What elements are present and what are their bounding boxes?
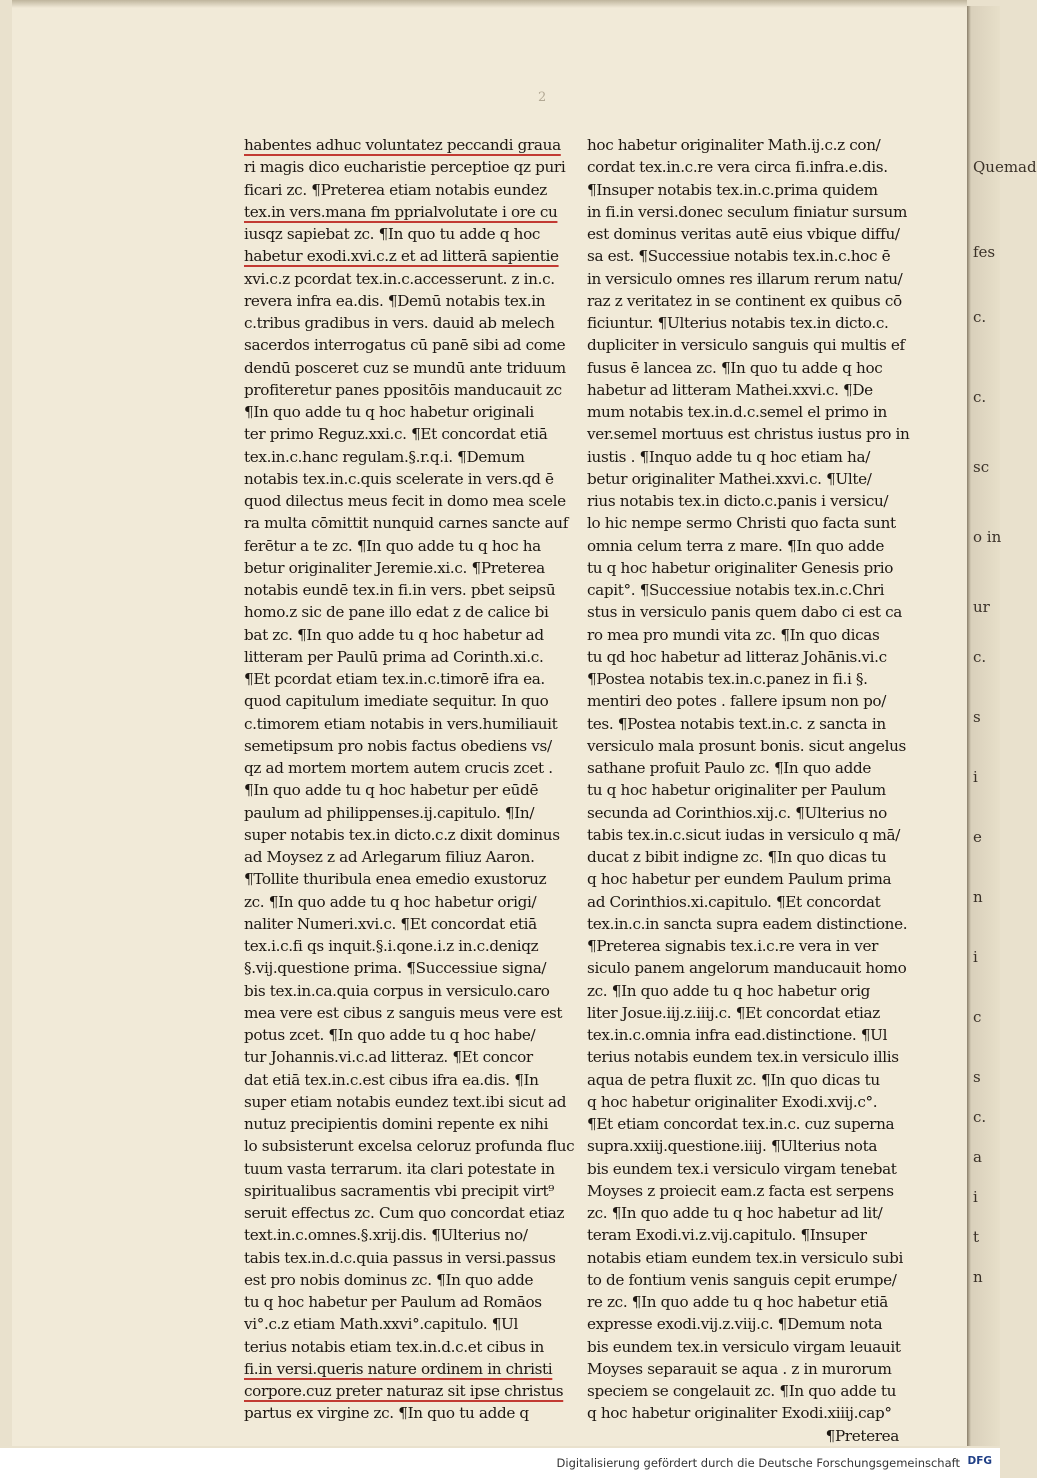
text-line: bis tex.in.ca.quia corpus in versiculo.caro <box>244 981 550 1000</box>
text-line: litteram per Paulū prima ad Corinth.xi.c. <box>244 647 544 666</box>
next-page-fragment: i <box>973 1188 978 1206</box>
text-line: mentiri deo potes . fallere ipsum non po/ <box>587 692 886 711</box>
text-line: habetur exodi.xvi.c.z et ad litterā sapientie <box>244 247 559 266</box>
next-page-fragment: s <box>973 708 981 726</box>
text-line: dendū posceret cuz se mundū ante triduum <box>244 358 566 377</box>
text-line: ¶Et etiam concordat tex.in.c. cuz superna <box>587 1115 895 1133</box>
text-line: notabis tex.in.c.quis scelerate in vers.qd ē <box>244 469 554 488</box>
next-page-fragment: t <box>973 1228 980 1246</box>
next-page-fragment: fes <box>973 243 996 261</box>
text-line: profiteretur panes ppositōis manducauit zc <box>244 380 562 399</box>
text-line: ad Moysez z ad Arlegarum filiuz Aaron. <box>244 848 535 866</box>
text-line: ficiuntur. ¶Ulterius notabis tex.in dicto.c. <box>587 314 889 332</box>
text-line: super notabis tex.in dicto.c.z dixit dominus <box>244 825 560 844</box>
text-line: in versiculo omnes res illarum rerum natu/ <box>587 269 903 288</box>
text-line: ferētur a te zc. ¶In quo adde tu q hoc ha <box>244 536 541 555</box>
text-line: tu qd hoc habetur ad litteraz Johānis.vi.c <box>587 647 887 666</box>
text-line: cordat tex.in.c.re vera circa fi.infra.e.dis. <box>587 158 888 177</box>
text-line: vi°.c.z etiam Math.xxvi°.capitulo. ¶Ul <box>244 1315 518 1334</box>
text-line: raz z veritatez in se continent ex quibus cō <box>587 291 902 310</box>
next-page-fragment: o in <box>973 528 1002 546</box>
text-line: omnia celum terra z mare. ¶In quo adde <box>587 536 885 555</box>
next-page-fragment: c. <box>973 1108 987 1126</box>
text-line: versiculo mala prosunt bonis. sicut angelus <box>587 736 906 755</box>
text-line: ¶Tollite thuribula enea emedio exustoruz <box>244 870 547 889</box>
text-line: est pro nobis dominus zc. ¶In quo adde <box>244 1270 534 1289</box>
text-line: Moyses separauit se aqua . z in murorum <box>587 1359 892 1378</box>
text-line: ro mea pro mundi vita zc. ¶In quo dicas <box>587 625 880 644</box>
next-page-fragment: n <box>973 1268 983 1286</box>
text-line: tex.in.c.omnia infra ead.distinctione. ¶Ul <box>587 1026 888 1044</box>
text-line: zc. ¶In quo adde tu q hoc habetur orig <box>587 981 870 1000</box>
text-line: ¶Et pcordat etiam tex.in.c.timorē ifra ea. <box>244 670 545 688</box>
text-line: stus in versiculo panis quem dabo ci est ca <box>587 603 903 622</box>
text-line: ¶In quo adde tu q hoc habetur per eūdē <box>244 781 539 800</box>
text-line: siculo panem angelorum manducauit homo <box>587 959 907 978</box>
right-text-column <box>587 134 909 1447</box>
next-page-fragment: c. <box>973 308 987 326</box>
text-line: terius notabis eundem tex.in versiculo illis <box>587 1048 899 1067</box>
next-page-fragment: i <box>973 948 978 966</box>
text-line: Moyses z proiecit eam.z facta est serpens <box>587 1181 894 1200</box>
text-line: habetur ad litteram Mathei.xxvi.c. ¶De <box>587 380 873 399</box>
funding-credit: Digitalisierung gefördert durch die Deutsche Forschungsgemeinschaft <box>556 1456 960 1470</box>
text-line: dat etiā tex.in.c.est cibus ifra ea.dis. ¶In <box>244 1070 539 1089</box>
text-line: est dominus veritas autē eius vbique diffu/ <box>587 225 900 243</box>
text-line: homo.z sic de pane illo edat z de calice bi <box>244 603 549 622</box>
text-line: supra.xxiij.questione.iiij. ¶Ulterius nota <box>587 1137 878 1156</box>
text-line: zc. ¶In quo adde tu q hoc habetur ad lit/ <box>587 1204 883 1222</box>
next-page-fragment: ur <box>973 598 990 616</box>
next-page-edge <box>967 6 1037 1446</box>
text-line: sa est. ¶Successiue notabis tex.in.c.hoc ē <box>587 247 891 266</box>
text-line: tabis tex.in.c.sicut iudas in versiculo q mā/ <box>587 825 900 844</box>
text-line: tu q hoc habetur originaliter per Paulum <box>587 781 886 800</box>
text-line: dupliciter in versiculo sanguis qui multis ef <box>587 336 905 355</box>
text-line: fi.in versi.queris nature ordinem in christi <box>244 1359 553 1378</box>
text-line: lo hic nempe sermo Christi quo facta sunt <box>587 514 896 533</box>
left-text-column <box>244 134 575 1425</box>
text-line: ¶Postea notabis tex.in.c.panez in fi.i §. <box>587 670 868 688</box>
text-line: q hoc habetur originaliter Exodi.xiiij.cap° <box>587 1404 892 1423</box>
text-line: fusus ē lancea zc. ¶In quo tu adde q hoc <box>587 358 883 377</box>
text-line: mum notabis tex.in.d.c.semel el primo in <box>587 403 887 421</box>
text-line: §.vij.questione prima. ¶Successiue signa/ <box>244 959 547 978</box>
text-line: ¶In quo adde tu q hoc habetur originali <box>244 403 534 421</box>
text-line: lo subsisterunt excelsa celoruz profunda fluc <box>244 1137 575 1156</box>
text-line: tex.in vers.mana fm pprialvolutate i ore cu <box>244 202 558 221</box>
text-line: to de fontium venis sanguis cepit erumpe/ <box>587 1270 897 1289</box>
text-line: quod capitulum imediate sequitur. In quo <box>244 692 549 711</box>
page-mark: 2 <box>538 90 547 105</box>
text-line: q hoc habetur per eundem Paulum prima <box>587 870 892 889</box>
next-page-fragment: e <box>973 828 982 846</box>
text-line: capit°. ¶Successiue notabis tex.in.c.Chri <box>587 581 885 599</box>
text-line: partus ex virgine zc. ¶In quo tu adde q <box>244 1404 529 1423</box>
text-line: rius notabis tex.in dicto.c.panis i versicu/ <box>587 492 889 510</box>
text-line: ra multa cōmittit nunquid carnes sancte auf <box>244 514 568 533</box>
text-line: bis eundem tex.i versiculo virgam tenebat <box>587 1159 897 1178</box>
text-line: c.timorem etiam notabis in vers.humiliauit <box>244 714 558 733</box>
text-line: iusqz sapiebat zc. ¶In quo tu adde q hoc <box>244 225 541 243</box>
text-line: re zc. ¶In quo adde tu q hoc habetur etiā <box>587 1293 888 1311</box>
text-line: ad Corinthios.xi.capitulo. ¶Et concordat <box>587 892 881 911</box>
text-line: tex.i.c.fi qs inquit.§.i.qone.i.z in.c.deniqz <box>244 937 539 955</box>
next-page-fragment: c. <box>973 388 987 406</box>
text-line: super etiam notabis eundez text.ibi sicut ad <box>244 1092 567 1111</box>
text-line: ¶Insuper notabis tex.in.c.prima quidem <box>587 180 878 199</box>
text-line: xvi.c.z pcordat tex.in.c.accesserunt. z in.c. <box>244 269 555 288</box>
text-line: ri magis dico eucharistie perceptioe qz puri <box>244 158 566 177</box>
text-line: tuum vasta terrarum. ita clari potestate in <box>244 1159 555 1178</box>
text-line: zc. ¶In quo adde tu q hoc habetur origi/ <box>244 892 537 911</box>
text-line: notabis eundē tex.in fi.in vers. pbet seipsū <box>244 581 556 599</box>
text-line: qz ad mortem mortem autem crucis zcet . <box>244 759 553 777</box>
text-line: ver.semel mortuus est christus iustus pro in <box>587 425 910 444</box>
next-page-fragment: i <box>973 768 978 786</box>
next-page-fragment: s <box>973 1068 981 1086</box>
text-line: text.in.c.omnes.§.xrij.dis. ¶Ulterius no/ <box>244 1226 528 1245</box>
text-line: habentes adhuc voluntatez peccandi graua <box>244 136 561 154</box>
text-line: mea vere est cibus z sanguis meus vere est <box>244 1003 563 1022</box>
next-page-fragment: c <box>973 1008 982 1026</box>
text-line: in fi.in versi.donec seculum finiatur sursum <box>587 202 908 221</box>
text-line: bat zc. ¶In quo adde tu q hoc habetur ad <box>244 625 544 644</box>
text-line: aqua de petra fluxit zc. ¶In quo dicas tu <box>587 1070 880 1089</box>
text-line: liter Josue.iij.z.iiij.c. ¶Et concordat etiaz <box>587 1003 880 1022</box>
text-line: bis eundem tex.in versiculo virgam leuauit <box>587 1337 901 1356</box>
text-line: tes. ¶Postea notabis text.in.c. z sancta in <box>587 714 886 733</box>
text-line: tex.in.c.hanc regulam.§.r.q.i. ¶Demum <box>244 447 525 466</box>
text-line: tur Johannis.vi.c.ad litteraz. ¶Et concor <box>244 1048 533 1067</box>
text-line: sacerdos interrogatus cū panē sibi ad come <box>244 336 566 355</box>
text-line: potus zcet. ¶In quo adde tu q hoc habe/ <box>244 1026 536 1044</box>
text-line: ter primo Reguz.xxi.c. ¶Et concordat etiā <box>244 425 548 444</box>
text-line: ducat z bibit indigne zc. ¶In quo dicas tu <box>587 848 887 866</box>
text-line: ¶Preterea <box>825 1426 899 1445</box>
text-line: tabis tex.in.d.c.quia passus in versi.passus <box>244 1248 556 1267</box>
text-line: ¶Preterea signabis tex.i.c.re vera in ver <box>587 937 878 955</box>
text-line: sathane profuit Paulo zc. ¶In quo adde <box>587 759 871 777</box>
text-line: corpore.cuz preter naturaz sit ipse christus <box>244 1382 564 1400</box>
text-line: semetipsum pro nobis factus obediens vs/ <box>244 736 552 755</box>
text-line: betur originaliter Jeremie.xi.c. ¶Preterea <box>244 558 545 577</box>
digitization-footer <box>0 1448 1000 1478</box>
text-line: speciem se congelauit zc. ¶In quo adde tu <box>587 1382 897 1400</box>
next-page-fragment: Quemad <box>973 158 1037 176</box>
next-page-fragment: n <box>973 888 983 906</box>
text-line: iustis . ¶Inquo adde tu q hoc etiam ha/ <box>587 447 870 466</box>
text-line: q hoc habetur originaliter Exodi.xvij.c°. <box>587 1092 878 1111</box>
page-top-edge <box>12 0 967 8</box>
text-line: paulum ad philippenses.ij.capitulo. ¶In/ <box>244 803 535 822</box>
next-page-fragment: a <box>973 1148 982 1166</box>
text-line: tex.in.c.in sancta supra eadem distinctione. <box>587 914 908 933</box>
text-line: secunda ad Corinthios.xij.c. ¶Ulterius no <box>587 803 887 822</box>
text-line: betur originaliter Mathei.xxvi.c. ¶Ulte/ <box>587 469 872 488</box>
text-line: ficari zc. ¶Preterea etiam notabis eundez <box>244 180 547 199</box>
text-line: naliter Numeri.xvi.c. ¶Et concordat etiā <box>244 914 537 933</box>
text-line: terius notabis etiam tex.in.d.c.et cibus in <box>244 1337 544 1356</box>
text-line: revera infra ea.dis. ¶Demū notabis tex.in <box>244 291 546 310</box>
text-line: nutuz precipientis domini repente ex nihi <box>244 1115 549 1133</box>
dfg-logo: DFG <box>967 1455 992 1467</box>
text-line: expresse exodi.vij.z.viij.c. ¶Demum nota <box>587 1315 883 1334</box>
text-line: seruit effectus zc. Cum quo concordat etiaz <box>244 1204 565 1222</box>
text-line: teram Exodi.vi.z.vij.capitulo. ¶Insuper <box>587 1226 867 1245</box>
text-line: hoc habetur originaliter Math.ij.c.z con/ <box>587 136 881 154</box>
text-line: spiritualibus sacramentis vbi precipit virt⁹ <box>244 1181 555 1200</box>
text-line: tu q hoc habetur originaliter Genesis prio <box>587 558 894 577</box>
text-line: c.tribus gradibus in vers. dauid ab melech <box>244 314 555 332</box>
text-line: quod dilectus meus fecit in domo mea scele <box>244 492 566 510</box>
text-line: notabis etiam eundem tex.in versiculo subi <box>587 1248 904 1267</box>
text-line: tu q hoc habetur per Paulum ad Romāos <box>244 1293 542 1311</box>
next-page-fragment: sc <box>973 458 990 476</box>
next-page-fragment: c. <box>973 648 987 666</box>
